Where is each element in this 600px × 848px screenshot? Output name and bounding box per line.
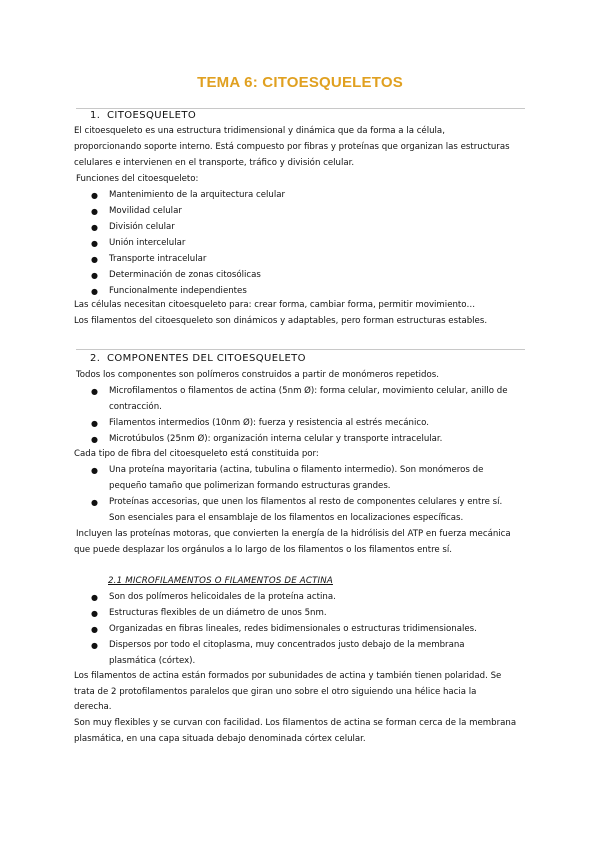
section-divider — [76, 349, 525, 350]
paragraph-line: plasmática, en una capa situada debajo denominada córtex celular. — [74, 734, 366, 744]
paragraph-line: Los filamentos del citoesqueleto son dinámicos y adaptables, pero forman estructuras estables. — [74, 316, 488, 326]
paragraph-line: Incluyen las proteínas motoras, que convierten la energía de la hidrólisis del ATP en fuerza mecánica — [76, 529, 511, 539]
section-1-title: CITOESQUELETO — [107, 110, 197, 121]
bullet-icon: ● — [91, 641, 98, 650]
section-2-heading — [90, 353, 306, 364]
list-item — [91, 592, 336, 603]
list-item — [91, 286, 247, 297]
list-item — [91, 624, 477, 635]
paragraph-line: El citoesqueleto es una estructura tridimensional y dinámica que da forma a la célula, — [74, 126, 445, 136]
list-item — [91, 465, 484, 476]
paragraph-line: derecha. — [74, 702, 112, 712]
list-item — [91, 270, 261, 281]
paragraph-line: Los filamentos de actina están formados por subunidades de actina y también tienen polaridad. Se — [74, 671, 502, 681]
bullet-icon: ● — [91, 625, 98, 634]
list-item-text: Unión intercelular — [109, 238, 186, 248]
list-item-continuation: Son esenciales para el ensamblaje de los filamentos en localizaciones específicas. — [109, 513, 464, 523]
list-item-text: Movilidad celular — [109, 206, 182, 216]
list-item-text: Transporte intracelular — [109, 254, 207, 264]
fiber-label: Cada tipo de fibra del citoesqueleto está constituida por: — [74, 449, 319, 459]
section-divider — [76, 108, 525, 109]
list-item — [91, 386, 508, 397]
bullet-icon: ● — [91, 287, 98, 296]
list-item-continuation: plasmática (córtex). — [109, 656, 196, 666]
list-item-continuation: contracción. — [109, 402, 162, 412]
list-item-text: Funcionalmente independientes — [109, 286, 247, 296]
paragraph-line: Las células necesitan citoesqueleto para: crear forma, cambiar forma, permitir movimiento… — [74, 300, 476, 310]
list-item-text: Son dos polímeros helicoidales de la proteína actina. — [109, 592, 336, 602]
list-item-text: Determinación de zonas citosólicas — [109, 270, 261, 280]
list-item-text: Una proteína mayoritaria (actina, tubulina o filamento intermedio). Son monómeros de — [109, 465, 484, 475]
list-item-text: Estructuras flexibles de un diámetro de unos 5nm. — [109, 608, 327, 618]
bullet-icon: ● — [91, 593, 98, 602]
bullet-icon: ● — [91, 271, 98, 280]
list-item-text: Dispersos por todo el citoplasma, muy concentrados justo debajo de la membrana — [109, 640, 465, 650]
functions-label: Funciones del citoesqueleto: — [76, 174, 199, 184]
list-item — [91, 190, 286, 201]
list-item — [91, 238, 186, 249]
bullet-icon: ● — [91, 609, 98, 618]
list-item — [91, 418, 429, 429]
document-title: TEMA 6: CITOESQUELETOS — [197, 74, 403, 91]
bullet-icon: ● — [91, 207, 98, 216]
paragraph-line: Todos los componentes son polímeros construidos a partir de monómeros repetidos. — [76, 370, 439, 380]
section-2-number: 2. — [90, 353, 101, 364]
bullet-icon: ● — [91, 191, 98, 200]
list-item — [91, 254, 207, 265]
paragraph-line: Son muy flexibles y se curvan con facilidad. Los filamentos de actina se forman cerca de la membrana — [74, 718, 517, 728]
list-item-text: Mantenimiento de la arquitectura celular — [109, 190, 286, 200]
list-item-text: División celular — [109, 222, 175, 232]
section-2-title: COMPONENTES DEL CITOESQUELETO — [107, 353, 306, 364]
list-item-text: Microfilamentos o filamentos de actina (5nm Ø): forma celular, movimiento celular, anillo de — [109, 386, 508, 396]
bullet-icon: ● — [91, 419, 98, 428]
bullet-icon: ● — [91, 387, 98, 396]
paragraph-line: trata de 2 protofilamentos paralelos que giran uno sobre el otro siguiendo una hélice hacia la — [74, 687, 477, 697]
list-item-continuation: pequeño tamaño que polimerizan formando estructuras grandes. — [109, 481, 391, 491]
bullet-icon: ● — [91, 435, 98, 444]
list-item — [91, 608, 327, 619]
list-item — [91, 497, 503, 508]
paragraph-line: que puede desplazar los orgánulos a lo largo de los filamentos o los filamentos entre sí. — [74, 545, 453, 555]
subsection-heading: 2.1 MICROFILAMENTOS O FILAMENTOS DE ACTINA — [108, 576, 333, 586]
list-item-text: Microtúbulos (25nm Ø): organización interna celular y transporte intracelular. — [109, 434, 443, 444]
list-item — [91, 222, 175, 233]
bullet-icon: ● — [91, 498, 98, 507]
bullet-icon: ● — [91, 239, 98, 248]
bullet-icon: ● — [91, 223, 98, 232]
list-item-text: Proteínas accesorias, que unen los filamentos al resto de componentes celulares y entre sí. — [109, 497, 503, 507]
paragraph-line: celulares e intervienen en el transporte, tráfico y división celular. — [74, 158, 355, 168]
list-item — [91, 206, 182, 217]
list-item — [91, 640, 465, 651]
list-item-text: Organizadas en fibras lineales, redes bidimensionales o estructuras tridimensionales. — [109, 624, 477, 634]
list-item-text: Filamentos intermedios (10nm Ø): fuerza y resistencia al estrés mecánico. — [109, 418, 429, 428]
paragraph-line: proporcionando soporte interno. Está compuesto por fibras y proteínas que organizan las estructuras — [74, 142, 510, 152]
bullet-icon: ● — [91, 255, 98, 264]
section-1-number: 1. — [90, 110, 101, 121]
list-item — [91, 434, 443, 445]
bullet-icon: ● — [91, 466, 98, 475]
section-1-heading — [90, 110, 196, 121]
